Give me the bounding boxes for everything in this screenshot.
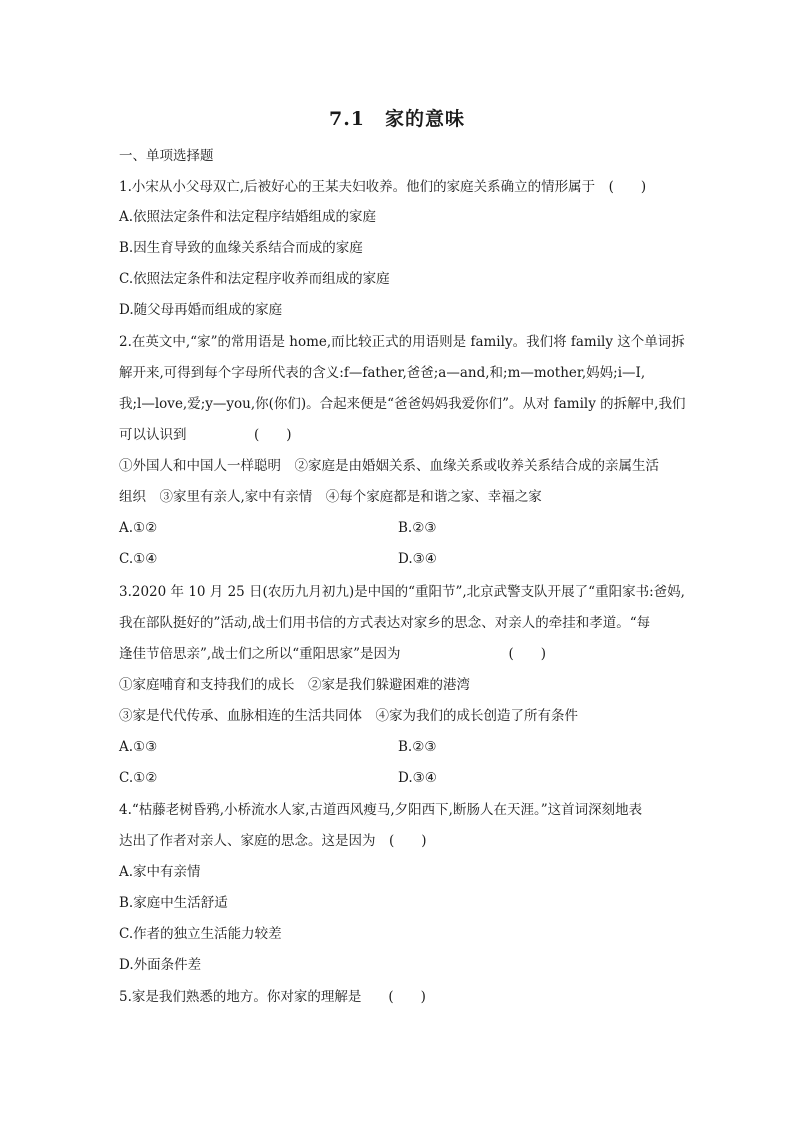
q1-option-b: B.因生育导致的血缘关系结合而成的家庭 [119, 240, 363, 256]
section-heading: 一、单项选择题 [119, 148, 214, 164]
q2-option-b: B.②③ [398, 520, 437, 536]
page-title: 7.1 家的意味 [328, 108, 466, 130]
q2-option-a: A.①② [119, 520, 158, 536]
q2-statements-line1: ①外国人和中国人一样聪明 ②家庭是由婚姻关系、血缘关系或收养关系结合成的亲属生活 [119, 458, 659, 474]
q4-option-a: A.家中有亲情 [119, 864, 201, 880]
q1-option-a: A.依照法定条件和法定程序结婚组成的家庭 [119, 209, 377, 225]
q3-stem-line1: 3.2020 年 10 月 25 日(农历九月初九)是中国的“重阳节”,北京武警支队开展了“重阳家书:爸妈, [119, 584, 685, 600]
q4-option-b: B.家庭中生活舒适 [119, 895, 228, 911]
q1-stem: 1.小宋从小父母双亡,后被好心的王某夫妇收养。他们的家庭关系确立的情形属于 ( ) [119, 179, 647, 195]
q2-statements-line2: 组织 ③家里有亲人,家中有亲情 ④每个家庭都是和谐之家、幸福之家 [119, 489, 542, 505]
q3-statements-line2: ③家是代代传承、血脉相连的生活共同体 ④家为我们的成长创造了所有条件 [119, 708, 578, 724]
q2-stem-line2: 解开来,可得到每个字母所代表的含义:f—father,爸爸;a—and,和;m—mother,妈妈;i—I, [119, 365, 646, 381]
q4-stem-line1: 4.“枯藤老树昏鸦,小桥流水人家,古道西风瘦马,夕阳西下,断肠人在天涯。”这首词深刻地表 [119, 802, 643, 818]
q1-option-d: D.随父母再婚而组成的家庭 [119, 302, 283, 318]
q1-option-c: C.依照法定条件和法定程序收养而组成的家庭 [119, 271, 390, 287]
q2-stem-line4: 可以认识到 ( ) [119, 427, 292, 443]
q4-option-d: D.外面条件差 [119, 957, 202, 973]
q3-option-d: D.③④ [398, 770, 437, 786]
q4-stem-line2: 达出了作者对亲人、家庭的思念。这是因为 ( ) [119, 833, 427, 849]
q3-stem-line2: 我在部队挺好的”活动,战士们用书信的方式表达对家乡的思念、对亲人的牵挂和孝道。“每 [119, 615, 651, 631]
q3-stem-line3: 逢佳节倍思亲”,战士们之所以“重阳思家”是因为 ( ) [119, 646, 547, 662]
q2-option-d: D.③④ [398, 551, 437, 567]
q3-option-b: B.②③ [398, 739, 437, 755]
q3-statements-line1: ①家庭哺育和支持我们的成长 ②家是我们躲避困难的港湾 [119, 677, 470, 693]
q3-option-c: C.①② [119, 770, 158, 786]
q5-stem: 5.家是我们熟悉的地方。你对家的理解是 ( ) [119, 989, 426, 1005]
q3-option-a: A.①③ [119, 739, 158, 755]
q2-stem-line1: 2.在英文中,“家”的常用语是 home,而比较正式的用语则是 family。我们将 family 这个单词拆 [119, 334, 685, 350]
q2-option-c: C.①④ [119, 551, 158, 567]
q2-stem-line3: 我;l—love,爱;y—you,你(你们)。合起来便是“爸爸妈妈我爱你们”。从对 family 的拆解中,我们 [119, 396, 686, 412]
q4-option-c: C.作者的独立生活能力较差 [119, 926, 282, 942]
